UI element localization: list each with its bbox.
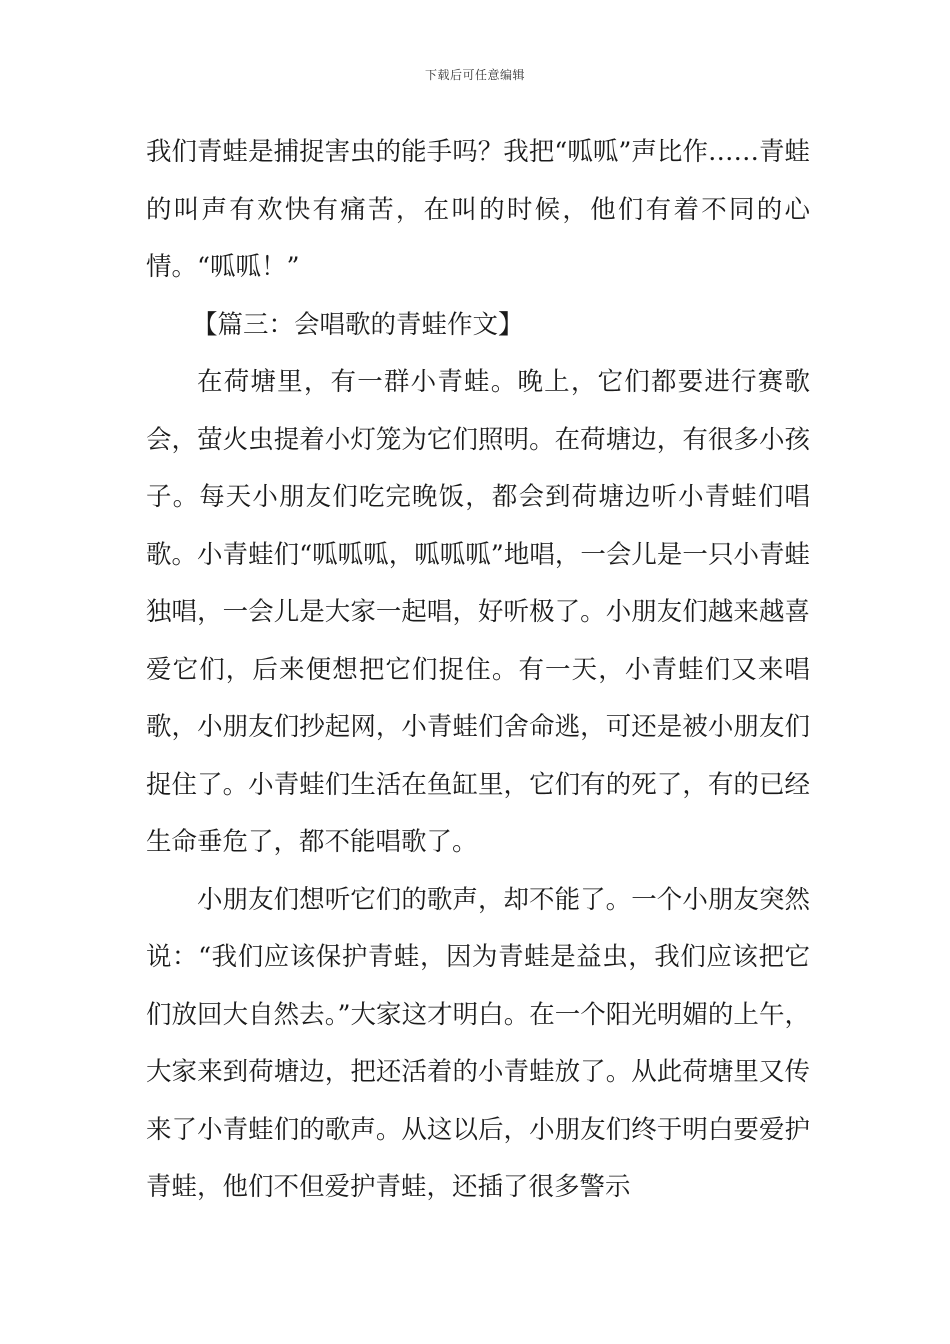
paragraph: 小朋友们想听它们的歌声，却不能了。一个小朋友突然说：“我们应该保护青蛙，因为青蛙是益虫，我们应该把它们放回大自然去。”大家这才明白。在一个阳光明媚的上午，大家来到荷塘边，把还活着的小青蛙放了。从此荷塘里又传来了小青蛙们的歌声。从这以后，小朋友们终于明白要爱护青蛙，他们不但爱护青蛙，还插了很多警示: [146, 884, 810, 1202]
paragraph: 在荷塘里，有一群小青蛙。晚上，它们都要进行赛歌会，萤火虫提着小灯笼为它们照明。在荷塘边，有很多小孩子。每天小朋友们吃完晚饭，都会到荷塘边听小青蛙们唱歌。小青蛙们“呱呱呱，呱呱呱”地唱，一会儿是一只小青蛙独唱，一会儿是大家一起唱，好听极了。小朋友们越来越喜爱它们，后来便想把它们捉住。有一天，小青蛙们又来唱歌，小朋友们抄起网，小青蛙们舍命逃，可还是被小朋友们捉住了。小青蛙们生活在鱼缸里，它们有的死了，有的已经生命垂危了，都不能唱歌了。: [146, 367, 810, 857]
document-body: [146, 124, 810, 1217]
page-header: 下载后可任意编辑: [424, 68, 525, 82]
section-heading: 【篇三：会唱歌的青蛙作文】: [192, 309, 524, 340]
paragraph-continuation: 我们青蛙是捕捉害虫的能手吗？我把“呱呱”声比作……青蛙的叫声有欢快有痛苦，在叫的时候，他们有着不同的心情。“呱呱！”: [146, 137, 810, 282]
